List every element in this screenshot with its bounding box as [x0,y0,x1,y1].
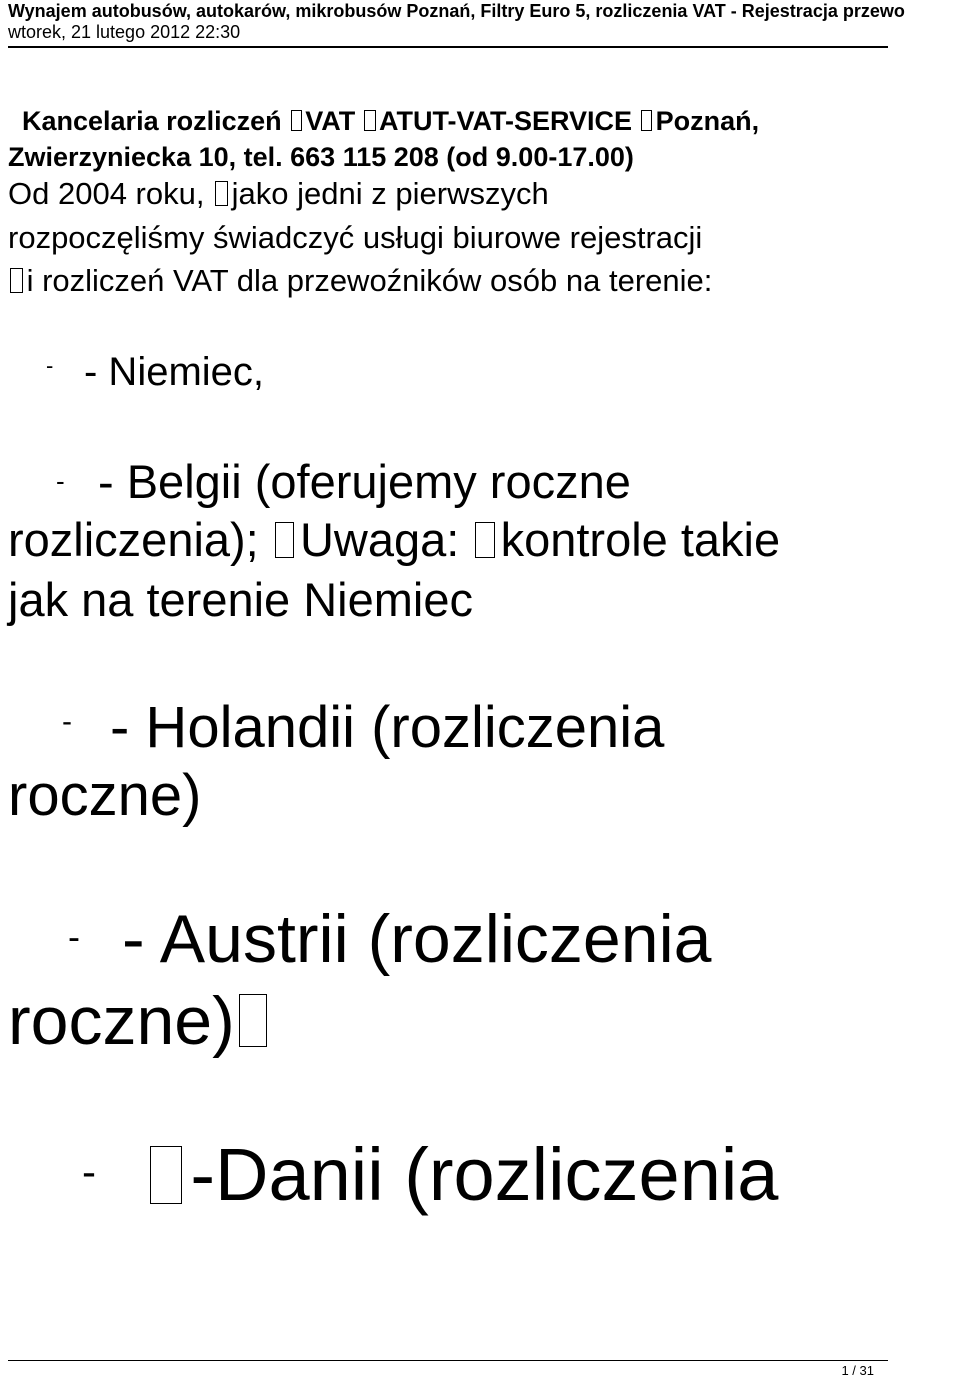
intro-text: jako jedni z pierwszych [231,176,549,211]
list-item-belgia-cont: jak na terenie Niemiec [8,573,473,626]
page-header-title: Wynajem autobusów, autokarów, mikrobusów Poznań, Filtry Euro 5, rozliczenia VAT - Rejestracja przewo [8,1,905,21]
page-number: 1 / 31 [841,1363,874,1378]
footer-divider [8,1360,888,1361]
intro-text: Od 2004 roku, [8,176,214,211]
list-item-holandia: - Holandii (rozliczenia [110,695,665,760]
missing-glyph-box [215,181,228,205]
office-text: ATUT-VAT-SERVICE [378,106,640,136]
office-text: VAT [305,106,363,136]
office-name-line [22,106,759,137]
list-item-holandia-cont: roczne) [8,763,202,828]
intro-line [8,176,549,212]
list-item-dania [146,1132,778,1217]
list-text: kontrole takie [500,513,781,566]
missing-glyph-box [475,522,495,559]
office-address-line: Zwierzyniecka 10, tel. 663 115 208 (od 9.00-17.00) [8,142,634,172]
office-text: Kancelaria rozliczeń [22,106,290,136]
list-text: roczne) [8,983,235,1059]
list-text: Uwaga: [299,513,473,566]
missing-glyph-box [239,994,268,1047]
list-item-austria: - Austrii (rozliczenia [122,901,712,977]
list-text: -Danii (rozliczenia [190,1133,779,1216]
intro-line: rozpoczęliśmy świadczyć usługi biurowe rejestracji [8,220,703,255]
intro-text: i rozliczeń VAT dla przewoźników osób na terenie: [26,263,713,298]
missing-glyph-box [275,522,295,559]
page-header-date: wtorek, 21 lutego 2012 22:30 [8,22,241,42]
list-bullet-dash: - [46,353,54,378]
list-item-belgia: - Belgii (oferujemy roczne [98,455,631,508]
intro-line [8,263,712,299]
missing-glyph-box [150,1146,181,1204]
list-bullet-dash: - [56,466,65,496]
list-text: rozliczenia); [8,513,272,566]
list-item-niemiec: - Niemiec, [84,350,265,394]
missing-glyph-box [364,110,375,131]
list-bullet-dash: - [82,1148,96,1195]
missing-glyph-box [641,110,652,131]
missing-glyph-box [10,268,23,292]
header-divider [8,46,888,48]
missing-glyph-box [291,110,302,131]
list-item-belgia-cont [8,512,780,567]
office-text: Poznań, [655,106,760,136]
list-bullet-dash: - [68,916,80,957]
list-bullet-dash: - [62,705,72,738]
list-item-austria-cont [8,982,276,1060]
